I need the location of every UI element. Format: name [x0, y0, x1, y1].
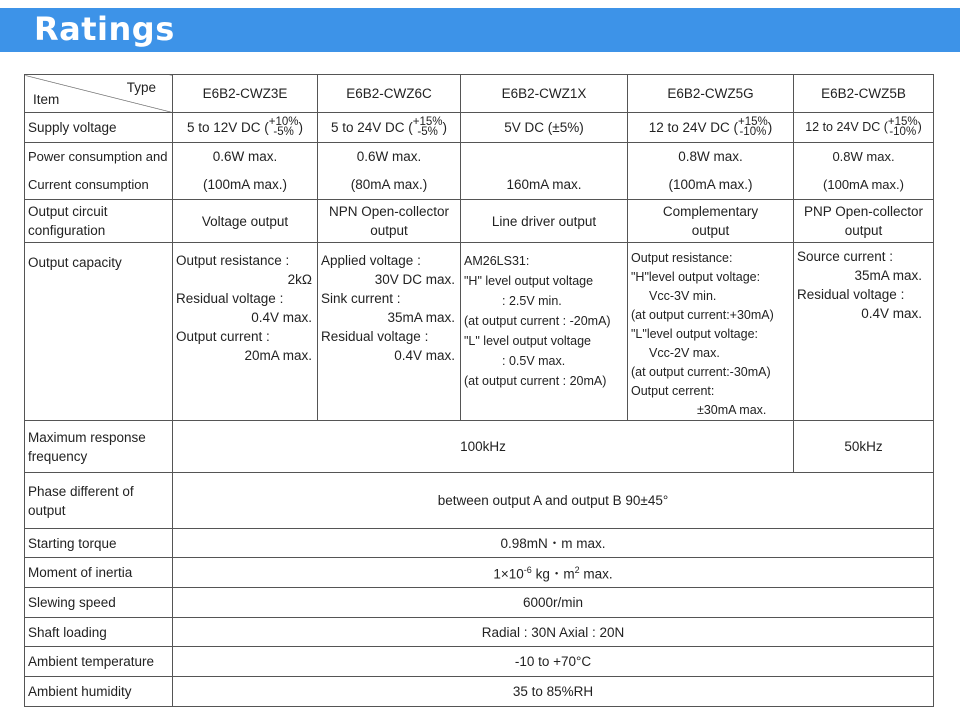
label-line: frequency	[28, 448, 88, 464]
tolerance	[413, 117, 443, 137]
power-cwz5b	[794, 143, 934, 200]
capacity-line: (at output current:+30mA)	[631, 308, 774, 322]
model-header-cwz6c: E6B2-CWZ6C	[318, 75, 461, 113]
label-line: output	[28, 502, 66, 518]
current-label-line: Current consumption	[28, 177, 149, 192]
table-row	[25, 558, 934, 588]
moment-of-inertia-label: Moment of inertia	[25, 558, 173, 588]
capacity-line: (at output current:-30mA)	[631, 365, 771, 379]
inertia-exponent: 2	[574, 565, 580, 576]
tolerance-upper: +15%	[738, 116, 768, 129]
ambient-humidity-value: 35 to 85%RH	[173, 677, 934, 707]
tolerance	[738, 117, 768, 137]
table-row	[25, 200, 934, 243]
supply-voltage-label: Supply voltage	[25, 113, 173, 143]
current-value: (80mA max.)	[350, 177, 428, 192]
capacity-line: AM26LS31:	[464, 254, 530, 268]
max-response-label	[25, 421, 173, 473]
table-row	[25, 647, 934, 677]
table-header-row	[25, 75, 934, 113]
capacity-line: Residual voltage :	[321, 329, 429, 344]
power-value: 0.6W max.	[356, 149, 422, 164]
phase-value: between output A and output B 90±45°	[173, 473, 934, 529]
output-capacity-cwz1x	[461, 243, 628, 421]
tolerance-upper: +10%	[268, 116, 299, 129]
supply-close: )	[298, 119, 304, 135]
output-circuit-label	[25, 200, 173, 243]
supply-voltage-cwz5b	[794, 113, 934, 143]
tolerance-lower: -10%	[739, 126, 767, 139]
slewing-speed-label: Slewing speed	[25, 588, 173, 618]
ratings-table	[24, 74, 934, 707]
capacity-line: "H"level output voltage:	[631, 270, 761, 284]
capacity-line: (at output current : -20mA)	[464, 314, 611, 328]
current-value: (100mA max.)	[202, 177, 288, 192]
inertia-part: 1×10	[493, 566, 524, 582]
value-line: output	[370, 223, 408, 238]
capacity-line: Output current :	[176, 329, 270, 344]
type-item-header-cell	[25, 75, 173, 113]
label-line: Phase different of	[28, 483, 134, 499]
model-header-cwz5b: E6B2-CWZ5B	[794, 75, 934, 113]
output-circuit-cwz1x: Line driver output	[461, 200, 628, 243]
power-label-line: Power consumption and	[28, 149, 168, 164]
output-capacity-cwz6c	[318, 243, 461, 421]
supply-voltage-cwz1x: 5V DC (±5%)	[461, 113, 628, 143]
current-value: 160mA max.	[506, 177, 582, 192]
supply-base: 5 to 12V DC (	[186, 119, 269, 135]
power-value: 0.8W max.	[678, 149, 743, 164]
supply-close: )	[442, 119, 448, 135]
tolerance-lower: -10%	[889, 125, 917, 138]
inertia-part: max.	[579, 566, 613, 582]
capacity-line: "L"level output voltage:	[631, 327, 759, 341]
capacity-line: 2kΩ	[287, 272, 312, 287]
value-line: NPN Open-collector	[328, 204, 450, 219]
table-row	[25, 113, 934, 143]
capacity-line: : 0.5V max.	[502, 354, 566, 368]
power-value: 0.8W max.	[832, 149, 895, 164]
supply-base: 5 to 24V DC (	[330, 119, 413, 135]
starting-torque-label: Starting torque	[25, 529, 173, 558]
starting-torque-value: 0.98mN・m max.	[173, 529, 934, 558]
shaft-loading-label: Shaft loading	[25, 618, 173, 647]
label-line: configuration	[28, 223, 106, 238]
capacity-line: 0.4V max.	[861, 306, 922, 321]
model-header-cwz5g: E6B2-CWZ5G	[628, 75, 794, 113]
capacity-line: 0.4V max.	[251, 310, 312, 325]
supply-base: 12 to 24V DC (	[648, 119, 739, 135]
capacity-line: Vcc-2V max.	[649, 346, 720, 360]
output-circuit-cwz3e: Voltage output	[173, 200, 318, 243]
power-value: 0.6W max.	[212, 149, 278, 164]
max-response-value: 100kHz	[173, 421, 794, 473]
type-label: Type	[126, 80, 156, 95]
table-row	[25, 143, 934, 200]
item-label: Item	[33, 92, 60, 107]
shaft-loading-value: Radial : 30N Axial : 20N	[173, 618, 934, 647]
capacity-line: (at output current : 20mA)	[464, 374, 607, 388]
power-cwz3e	[173, 143, 318, 200]
capacity-line: Output resistance :	[176, 253, 290, 268]
power-cwz5g	[628, 143, 794, 200]
tolerance	[269, 117, 299, 137]
ambient-humidity-label: Ambient humidity	[25, 677, 173, 707]
output-circuit-cwz5g	[628, 200, 794, 243]
supply-voltage-cwz6c	[318, 113, 461, 143]
table-row	[25, 421, 934, 473]
moment-of-inertia-value	[173, 558, 934, 588]
supply-close: )	[767, 119, 773, 135]
slewing-speed-value: 6000r/min	[173, 588, 934, 618]
capacity-line: 30V DC max.	[374, 272, 455, 287]
value-line: PNP Open-collector	[803, 204, 924, 219]
value-line: output	[844, 223, 883, 238]
power-value	[464, 143, 624, 171]
capacity-line: Sink current :	[321, 291, 401, 306]
supply-voltage-cwz5g	[628, 113, 794, 143]
current-value: (100mA max.)	[668, 177, 753, 192]
inertia-exponent: -6	[523, 565, 532, 576]
output-capacity-cwz3e	[173, 243, 318, 421]
power-consumption-label	[25, 143, 173, 200]
output-capacity-label: Output capacity	[25, 243, 173, 421]
supply-close: )	[917, 120, 922, 134]
power-cwz6c	[318, 143, 461, 200]
max-response-cwz5b: 50kHz	[794, 421, 934, 473]
output-capacity-cwz5b	[794, 243, 934, 421]
value-line: Complementary	[662, 204, 759, 219]
output-capacity-cwz5g	[628, 243, 794, 421]
label-line: Output circuit	[28, 204, 108, 219]
page-title: Ratings	[34, 10, 175, 48]
tolerance-lower: -5%	[273, 126, 294, 139]
capacity-line: Applied voltage :	[321, 253, 421, 268]
table-row	[25, 529, 934, 558]
capacity-line: 20mA max.	[244, 348, 312, 363]
capacity-line: 35mA max.	[854, 268, 922, 283]
current-value: (100mA max.)	[823, 177, 904, 192]
capacity-line: Residual voltage :	[176, 291, 284, 306]
tolerance-upper: +15%	[887, 115, 918, 128]
table-row	[25, 677, 934, 707]
capacity-line: Vcc-3V min.	[649, 289, 717, 303]
inertia-part: kg・m	[531, 566, 575, 582]
power-cwz1x	[461, 143, 628, 200]
capacity-line: Output resistance:	[631, 251, 733, 265]
phase-label	[25, 473, 173, 529]
capacity-line: "H" level output voltage	[464, 274, 594, 288]
table-row	[25, 588, 934, 618]
table-row	[25, 618, 934, 647]
tolerance	[888, 117, 918, 137]
table-row	[25, 243, 934, 421]
ambient-temperature-value: -10 to +70°C	[173, 647, 934, 677]
capacity-line: ±30mA max.	[697, 403, 767, 417]
model-header-cwz3e: E6B2-CWZ3E	[173, 75, 318, 113]
ratings-header	[0, 8, 960, 52]
label-line: Maximum response	[28, 429, 146, 445]
tolerance-lower: -5%	[417, 126, 438, 139]
supply-voltage-cwz3e	[173, 113, 318, 143]
capacity-line: 35mA max.	[387, 310, 455, 325]
supply-base: 12 to 24V DC (	[805, 120, 888, 134]
output-circuit-cwz5b	[794, 200, 934, 243]
capacity-line: : 2.5V min.	[502, 294, 562, 308]
capacity-line: "L" level output voltage	[464, 334, 592, 348]
tolerance-upper: +15%	[412, 116, 443, 129]
capacity-line: Source current :	[797, 249, 894, 264]
capacity-line: 0.4V max.	[394, 348, 455, 363]
capacity-line: Residual voltage :	[797, 287, 905, 302]
ambient-temperature-label: Ambient temperature	[25, 647, 173, 677]
value-line: output	[691, 223, 730, 238]
model-header-cwz1x: E6B2-CWZ1X	[461, 75, 628, 113]
output-circuit-cwz6c	[318, 200, 461, 243]
capacity-line: Output cerrent:	[631, 384, 715, 398]
table-row	[25, 473, 934, 529]
